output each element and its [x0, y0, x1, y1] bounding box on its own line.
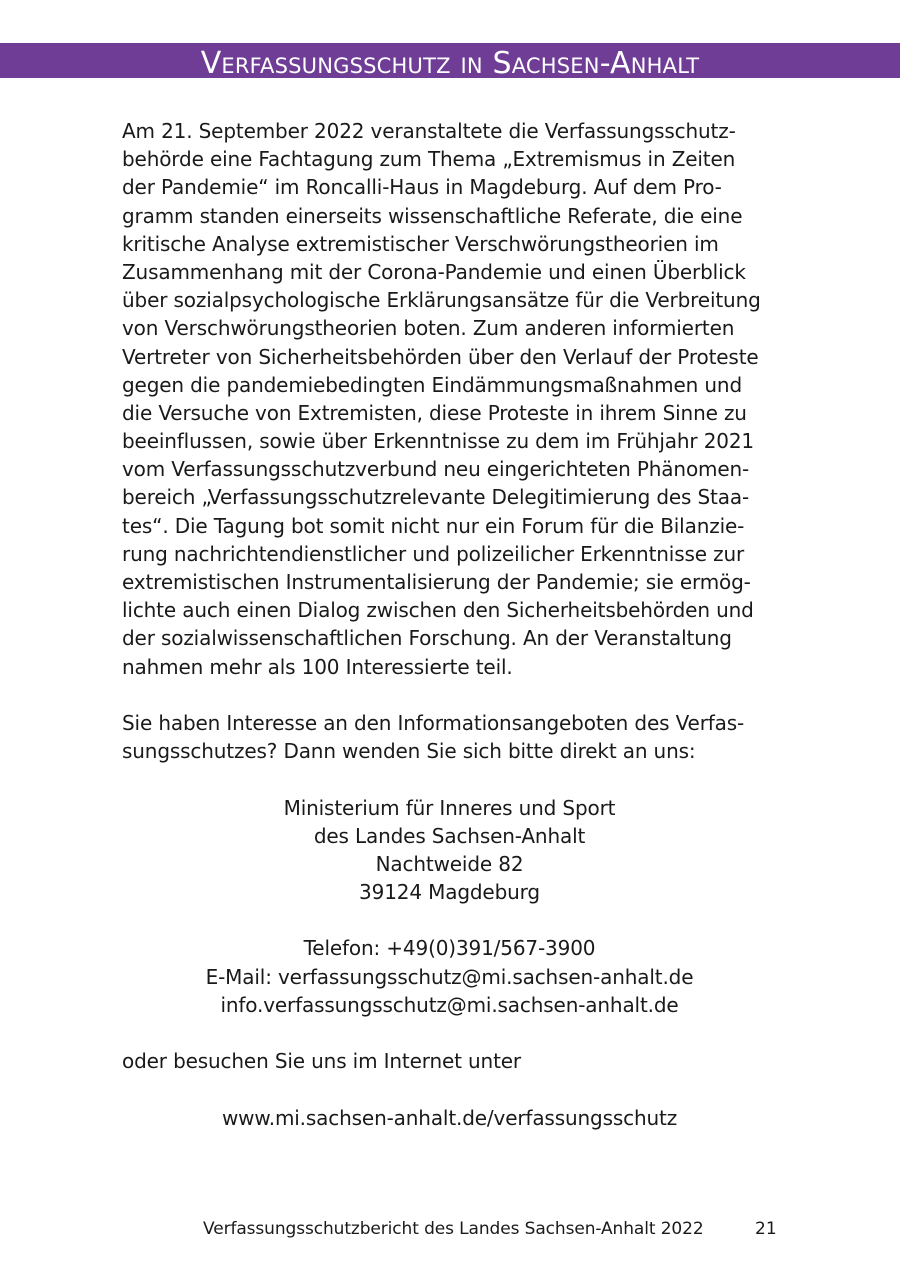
- spacer: [122, 1075, 782, 1103]
- address-line: Ministerium für Inneres und Sport: [283, 795, 616, 820]
- text-line: vom Verfassungsschutzverbund neu eingerichteten Phänomen-: [122, 457, 750, 482]
- website-link[interactable]: www.mi.sachsen-anhalt.de/verfassungsschutz: [221, 1105, 678, 1130]
- text-line: gramm standen einerseits wissenschaftliche Referate, die eine: [122, 203, 743, 228]
- email-address-secondary[interactable]: info.verfassungsschutz@mi.sachsen-anhalt.de: [220, 992, 679, 1017]
- main-content: [122, 117, 782, 1132]
- address-line: Nachtweide 82: [375, 851, 524, 876]
- email-address-primary[interactable]: E-Mail: verfassungsschutz@mi.sachsen-anhalt.de: [205, 964, 694, 989]
- page-footer: [0, 1215, 900, 1243]
- text-line: rung nachrichtendienstlicher und polizeilicher Erkenntnisse zur: [122, 541, 745, 566]
- address-line: des Landes Sachsen-Anhalt: [313, 823, 586, 848]
- text-line: Sie haben Interesse an den Informationsangeboten des Verfas-: [122, 710, 745, 735]
- phone-number: Telefon: +49(0)391/567-3900: [303, 936, 596, 961]
- text-line: tes“. Die Tagung bot somit nicht nur ein Forum für die Bilanzie-: [122, 513, 745, 538]
- contact-block: [122, 934, 777, 1019]
- text-line: Vertreter von Sicherheitsbehörden über den Verlauf der Proteste: [122, 344, 759, 369]
- text-line: extremistischen Instrumentalisierung der Pandemie; sie ermög-: [122, 570, 751, 594]
- internet-intro-text: oder besuchen Sie uns im Internet unter: [122, 1049, 522, 1074]
- spacer: [122, 765, 782, 793]
- text-line: kritische Analyse extremistischer Verschwörungstheorien im: [122, 231, 719, 256]
- text-line: Zusammenhang mit der Corona-Pandemie und einen Überblick: [122, 259, 746, 284]
- text-line: sungsschutzes? Dann wenden Sie sich bitte direkt an uns:: [122, 739, 696, 764]
- text-line: lichte auch einen Dialog zwischen den Sicherheitsbehörden und: [122, 598, 754, 623]
- text-line: die Versuche von Extremisten, diese Proteste in ihrem Sinne zu: [122, 400, 747, 425]
- body-paragraph-contact-intro: [122, 709, 782, 765]
- text-line: gegen die pandemiebedingten Eindämmungsmaßnahmen und: [122, 372, 742, 397]
- page-title: Verfassungsschutz in Sachsen-Anhalt: [200, 46, 700, 81]
- footer-title: Verfassungsschutzbericht des Landes Sachsen-Anhalt 2022: [203, 1219, 704, 1239]
- spacer: [122, 681, 782, 709]
- text-line: nahmen mehr als 100 Interessierte teil.: [122, 654, 513, 679]
- address-line: 39124 Magdeburg: [359, 880, 540, 905]
- text-line: Am 21. September 2022 veranstaltete die Verfassungsschutz-: [122, 119, 736, 143]
- spacer: [122, 906, 782, 934]
- text-line: bereich „Verfassungsschutzrelevante Delegitimierung des Staa-: [122, 485, 750, 510]
- body-paragraph-conference: [122, 117, 782, 681]
- page-number: 21: [755, 1219, 777, 1239]
- text-line: von Verschwörungstheorien boten. Zum anderen informierten: [122, 316, 735, 341]
- website-block: [122, 1104, 777, 1132]
- text-line: über sozialpsychologische Erklärungsansätze für die Verbreitung: [122, 288, 761, 313]
- text-line: behörde eine Fachtagung zum Thema „Extremismus in Zeiten: [122, 147, 736, 172]
- address-block: [122, 794, 777, 907]
- text-line: der Pandemie“ im Roncalli-Haus in Magdeburg. Auf dem Pro-: [122, 175, 722, 200]
- spacer: [122, 1019, 782, 1047]
- header-band: [0, 43, 900, 81]
- text-line: der sozialwissenschaftlichen Forschung. An der Veranstaltung: [122, 626, 732, 651]
- text-line: beeinflussen, sowie über Erkenntnisse zu dem im Frühjahr 2021: [122, 429, 755, 454]
